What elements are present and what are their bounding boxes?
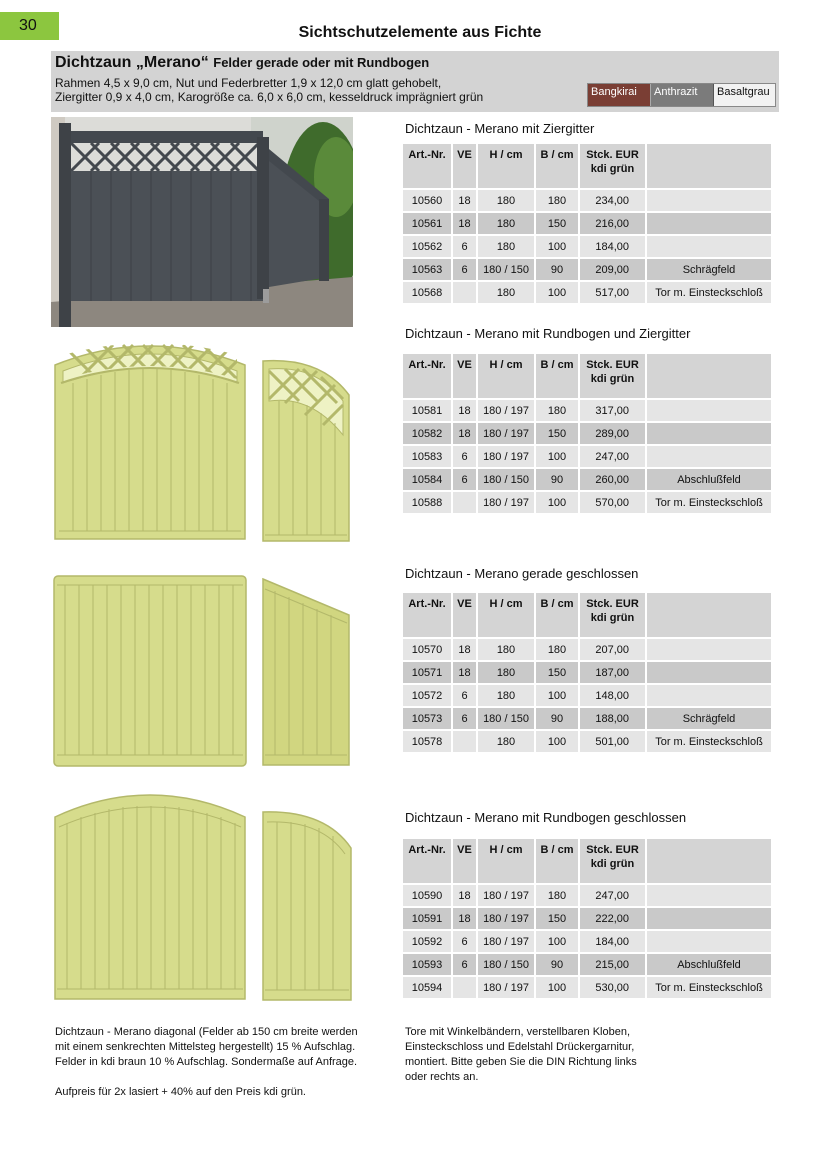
column-header-note bbox=[647, 144, 771, 188]
table-cell: 180 bbox=[478, 213, 534, 234]
table-cell: 184,00 bbox=[580, 931, 645, 952]
table-cell bbox=[647, 908, 771, 929]
table-row bbox=[403, 662, 771, 683]
product-subtitle: Felder gerade oder mit Rundbogen bbox=[213, 55, 430, 70]
table-row bbox=[403, 469, 771, 490]
swatch-bangkirai: Bangkirai bbox=[588, 84, 650, 106]
table-cell: 90 bbox=[536, 954, 578, 975]
table-cell: 10560 bbox=[403, 190, 451, 211]
table-cell: 90 bbox=[536, 259, 578, 280]
table-cell: 180 / 197 bbox=[478, 977, 534, 998]
table-cell: 180 / 197 bbox=[478, 400, 534, 421]
table-cell: 317,00 bbox=[580, 400, 645, 421]
table-cell: 18 bbox=[453, 400, 476, 421]
table-cell: 180 / 197 bbox=[478, 908, 534, 929]
description-line-1: Rahmen 4,5 x 9,0 cm, Nut und Federbretter 1,9 x 12,0 cm glatt gehobelt, bbox=[55, 76, 442, 90]
table-cell: 10584 bbox=[403, 469, 451, 490]
table-cell: 6 bbox=[453, 446, 476, 467]
footer-line: Tore mit Winkelbändern, verstellbaren Kloben, bbox=[405, 1026, 631, 1038]
table-cell: Abschlußfeld bbox=[647, 954, 771, 975]
table-cell: 180 / 197 bbox=[478, 423, 534, 444]
column-header: H / cm bbox=[478, 593, 534, 637]
table-row bbox=[403, 908, 771, 929]
table-cell: 207,00 bbox=[580, 639, 645, 660]
column-header-price-line1: Stck. EUR bbox=[586, 844, 639, 856]
table-cell: 10582 bbox=[403, 423, 451, 444]
table-cell: 530,00 bbox=[580, 977, 645, 998]
table-cell: 222,00 bbox=[580, 908, 645, 929]
column-header-price bbox=[580, 593, 645, 637]
table-cell: 289,00 bbox=[580, 423, 645, 444]
footer-line: montiert. Bitte geben Sie die DIN Richtung links bbox=[405, 1056, 637, 1068]
table-header-row bbox=[403, 144, 771, 188]
table-cell: 100 bbox=[536, 492, 578, 513]
table-cell: 180 bbox=[478, 190, 534, 211]
table-cell bbox=[647, 885, 771, 906]
table-row bbox=[403, 446, 771, 467]
table-cell: 180 bbox=[478, 236, 534, 257]
table-cell: 10572 bbox=[403, 685, 451, 706]
table-cell: 6 bbox=[453, 469, 476, 490]
table-cell: Schrägfeld bbox=[647, 259, 771, 280]
table-cell bbox=[647, 423, 771, 444]
table-cell: 100 bbox=[536, 731, 578, 752]
table-row bbox=[403, 259, 771, 280]
table-cell: 100 bbox=[536, 685, 578, 706]
table-cell: 180 / 197 bbox=[478, 446, 534, 467]
column-header-note bbox=[647, 354, 771, 398]
table-cell: 150 bbox=[536, 908, 578, 929]
fence-drawing-arch-closed-end bbox=[261, 808, 353, 1007]
column-header: B / cm bbox=[536, 354, 578, 398]
section-title: Dichtzaun - Merano mit Rundbogen geschlossen bbox=[405, 810, 687, 825]
table-cell: 6 bbox=[453, 236, 476, 257]
column-header: Art.-Nr. bbox=[403, 839, 451, 883]
table-cell: 10573 bbox=[403, 708, 451, 729]
table-cell: Tor m. Einsteckschloß bbox=[647, 282, 771, 303]
fence-drawing-arch-closed bbox=[53, 787, 247, 1006]
column-header: B / cm bbox=[536, 593, 578, 637]
product-title bbox=[55, 54, 429, 72]
column-header-price-line2: kdi grün bbox=[590, 373, 635, 385]
table-cell: 10578 bbox=[403, 731, 451, 752]
table-row bbox=[403, 492, 771, 513]
table-cell: 247,00 bbox=[580, 885, 645, 906]
table-header-row bbox=[403, 593, 771, 637]
table-cell: 180 / 150 bbox=[478, 469, 534, 490]
table-cell: 10593 bbox=[403, 954, 451, 975]
column-header: H / cm bbox=[478, 839, 534, 883]
fence-drawing-straight-closed bbox=[53, 575, 247, 772]
column-header-note bbox=[647, 839, 771, 883]
column-header: Art.-Nr. bbox=[403, 354, 451, 398]
column-header-price-line1: Stck. EUR bbox=[586, 149, 639, 161]
table-cell: 180 / 197 bbox=[478, 931, 534, 952]
table-row bbox=[403, 213, 771, 234]
price-table bbox=[401, 837, 773, 1000]
table-cell: 180 bbox=[536, 885, 578, 906]
table-cell: 10563 bbox=[403, 259, 451, 280]
column-header: Art.-Nr. bbox=[403, 144, 451, 188]
table-cell: Tor m. Einsteckschloß bbox=[647, 731, 771, 752]
table-cell: 180 bbox=[536, 639, 578, 660]
column-header-price bbox=[580, 354, 645, 398]
table-cell: 10591 bbox=[403, 908, 451, 929]
color-swatches bbox=[587, 83, 776, 107]
page-number: 30 bbox=[0, 12, 59, 40]
table-row bbox=[403, 282, 771, 303]
table-cell: 247,00 bbox=[580, 446, 645, 467]
surcharge-note: Aufpreis für 2x lasiert + 40% auf den Preis kdi grün. bbox=[55, 1086, 306, 1098]
table-cell bbox=[647, 446, 771, 467]
table-cell: 180 bbox=[536, 190, 578, 211]
table-row bbox=[403, 236, 771, 257]
table-cell: 501,00 bbox=[580, 731, 645, 752]
table-cell: 260,00 bbox=[580, 469, 645, 490]
table-cell: 10570 bbox=[403, 639, 451, 660]
table-cell: 6 bbox=[453, 931, 476, 952]
table-row bbox=[403, 423, 771, 444]
page-title: Sichtschutzelemente aus Fichte bbox=[298, 24, 542, 41]
table-cell: 517,00 bbox=[580, 282, 645, 303]
table-cell bbox=[647, 400, 771, 421]
table-cell bbox=[647, 639, 771, 660]
footer-note-left bbox=[55, 1025, 358, 1100]
table-row bbox=[403, 977, 771, 998]
table-cell: 148,00 bbox=[580, 685, 645, 706]
column-header: H / cm bbox=[478, 144, 534, 188]
table-row bbox=[403, 885, 771, 906]
table-row bbox=[403, 685, 771, 706]
table-cell: 184,00 bbox=[580, 236, 645, 257]
table-cell: 18 bbox=[453, 885, 476, 906]
table-cell: 18 bbox=[453, 639, 476, 660]
table-cell: 215,00 bbox=[580, 954, 645, 975]
column-header: B / cm bbox=[536, 144, 578, 188]
table-cell: 180 / 150 bbox=[478, 708, 534, 729]
description-line-2: Ziergitter 0,9 x 4,0 cm, Karogröße ca. 6,0 x 6,0 cm, kesseldruck imprägniert grün bbox=[55, 90, 484, 104]
table-cell: 180 bbox=[478, 662, 534, 683]
table-cell: 90 bbox=[536, 708, 578, 729]
table-cell: 10588 bbox=[403, 492, 451, 513]
table-cell: 100 bbox=[536, 236, 578, 257]
table-cell: 180 / 150 bbox=[478, 259, 534, 280]
column-header-price bbox=[580, 839, 645, 883]
table-cell: 150 bbox=[536, 423, 578, 444]
table-cell: 234,00 bbox=[580, 190, 645, 211]
table-cell: 180 bbox=[478, 685, 534, 706]
table-cell: Tor m. Einsteckschloß bbox=[647, 492, 771, 513]
footer-line: Felder in kdi braun 10 % Aufschlag. Sondermaße auf Anfrage. bbox=[55, 1056, 358, 1068]
column-header: B / cm bbox=[536, 839, 578, 883]
table-cell: 188,00 bbox=[580, 708, 645, 729]
footer-line: mit einem senkrechten Mittelsteg hergestellt) 15 % Aufschlag. bbox=[55, 1041, 356, 1053]
section-title: Dichtzaun - Merano mit Ziergitter bbox=[405, 121, 595, 136]
footer-note-right bbox=[405, 1025, 637, 1085]
column-header-price-line1: Stck. EUR bbox=[586, 598, 639, 610]
table-cell: 180 / 150 bbox=[478, 954, 534, 975]
table-header-row bbox=[403, 839, 771, 883]
table-cell: 10568 bbox=[403, 282, 451, 303]
section-title: Dichtzaun - Merano gerade geschlossen bbox=[405, 566, 639, 581]
table-cell bbox=[647, 236, 771, 257]
section-title: Dichtzaun - Merano mit Rundbogen und Ziergitter bbox=[405, 326, 691, 341]
column-header: VE bbox=[453, 354, 476, 398]
column-header: VE bbox=[453, 144, 476, 188]
table-cell: 6 bbox=[453, 685, 476, 706]
table-cell: 10562 bbox=[403, 236, 451, 257]
table-cell: 216,00 bbox=[580, 213, 645, 234]
footer-line: oder rechts an. bbox=[405, 1071, 479, 1083]
table-cell bbox=[647, 213, 771, 234]
table-cell: 6 bbox=[453, 708, 476, 729]
table-cell: 10594 bbox=[403, 977, 451, 998]
table-cell bbox=[647, 685, 771, 706]
product-description bbox=[55, 76, 483, 104]
price-table bbox=[401, 591, 773, 754]
swatch-anthrazit: Anthrazit bbox=[650, 84, 713, 106]
swatch-basaltgrau: Basaltgrau bbox=[713, 84, 775, 106]
table-cell bbox=[453, 282, 476, 303]
table-cell: Abschlußfeld bbox=[647, 469, 771, 490]
table-row bbox=[403, 190, 771, 211]
table-cell: 180 / 197 bbox=[478, 885, 534, 906]
table-cell: 180 bbox=[536, 400, 578, 421]
table-header-row bbox=[403, 354, 771, 398]
table-cell: 18 bbox=[453, 662, 476, 683]
table-cell: 150 bbox=[536, 213, 578, 234]
table-cell bbox=[453, 731, 476, 752]
footer-line: Einsteckschloss und Edelstahl Drückergarnitur, bbox=[405, 1041, 635, 1053]
table-cell: 18 bbox=[453, 190, 476, 211]
table-row bbox=[403, 400, 771, 421]
table-cell: 10581 bbox=[403, 400, 451, 421]
table-cell: 90 bbox=[536, 469, 578, 490]
table-cell: Schrägfeld bbox=[647, 708, 771, 729]
table-cell: 150 bbox=[536, 662, 578, 683]
table-cell: 100 bbox=[536, 931, 578, 952]
table-cell: 10571 bbox=[403, 662, 451, 683]
column-header: H / cm bbox=[478, 354, 534, 398]
column-header: VE bbox=[453, 593, 476, 637]
table-row bbox=[403, 731, 771, 752]
footer-line: Dichtzaun - Merano diagonal (Felder ab 150 cm breite werden bbox=[55, 1026, 358, 1038]
table-cell: Tor m. Einsteckschloß bbox=[647, 977, 771, 998]
fence-drawing-arch-lattice bbox=[53, 335, 247, 546]
table-cell: 187,00 bbox=[580, 662, 645, 683]
table-cell bbox=[647, 662, 771, 683]
column-header: VE bbox=[453, 839, 476, 883]
column-header-price-line2: kdi grün bbox=[590, 858, 635, 870]
table-cell: 10561 bbox=[403, 213, 451, 234]
table-cell bbox=[453, 977, 476, 998]
table-cell: 180 bbox=[478, 639, 534, 660]
fence-drawing-arch-lattice-end bbox=[261, 355, 351, 548]
fence-drawing-slanted-closed bbox=[261, 575, 351, 772]
table-cell: 180 bbox=[478, 731, 534, 752]
table-cell: 18 bbox=[453, 908, 476, 929]
product-name: Dichtzaun „Merano“ bbox=[55, 54, 209, 71]
table-cell: 180 / 197 bbox=[478, 492, 534, 513]
table-cell: 6 bbox=[453, 954, 476, 975]
table-cell: 209,00 bbox=[580, 259, 645, 280]
table-row bbox=[403, 954, 771, 975]
table-cell: 570,00 bbox=[580, 492, 645, 513]
column-header: Art.-Nr. bbox=[403, 593, 451, 637]
table-cell bbox=[647, 190, 771, 211]
table-row bbox=[403, 931, 771, 952]
column-header-note bbox=[647, 593, 771, 637]
product-header bbox=[51, 51, 779, 112]
table-row bbox=[403, 708, 771, 729]
product-photo bbox=[51, 117, 353, 327]
table-cell: 100 bbox=[536, 977, 578, 998]
table-cell: 6 bbox=[453, 259, 476, 280]
table-cell: 100 bbox=[536, 446, 578, 467]
table-cell bbox=[453, 492, 476, 513]
table-cell bbox=[647, 931, 771, 952]
column-header-price bbox=[580, 144, 645, 188]
table-cell: 180 bbox=[478, 282, 534, 303]
column-header-price-line1: Stck. EUR bbox=[586, 359, 639, 371]
table-row bbox=[403, 639, 771, 660]
table-cell: 100 bbox=[536, 282, 578, 303]
price-table bbox=[401, 142, 773, 305]
table-cell: 18 bbox=[453, 213, 476, 234]
table-cell: 10592 bbox=[403, 931, 451, 952]
table-cell: 10583 bbox=[403, 446, 451, 467]
column-header-price-line2: kdi grün bbox=[590, 163, 635, 175]
table-cell: 10590 bbox=[403, 885, 451, 906]
column-header-price-line2: kdi grün bbox=[590, 612, 635, 624]
table-cell: 18 bbox=[453, 423, 476, 444]
price-table bbox=[401, 352, 773, 515]
